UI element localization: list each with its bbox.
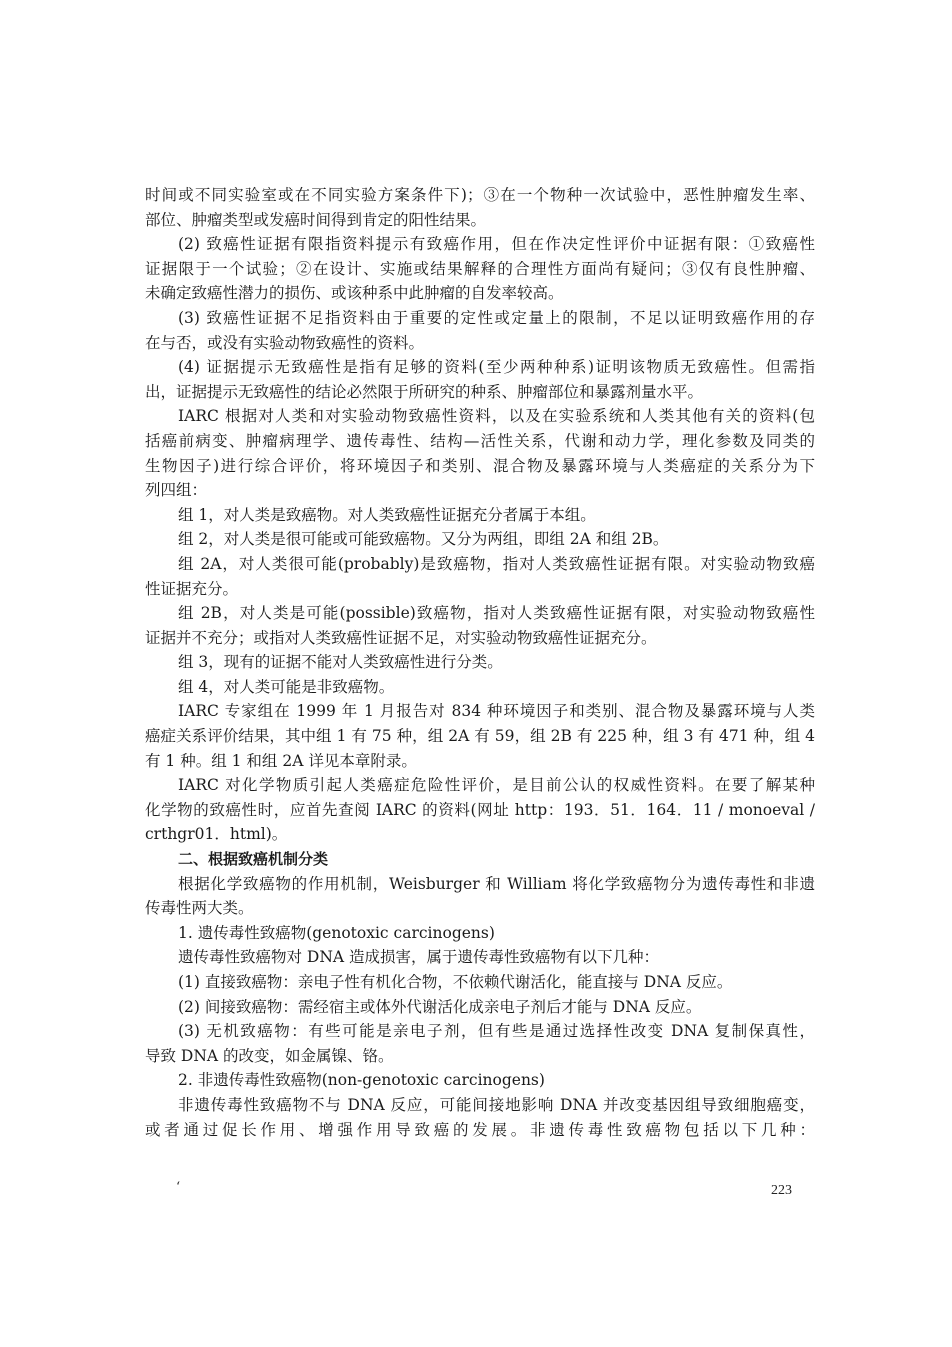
text-line: 根据化学致癌物的作用机制，Weisburger 和 William 将化学致癌物分为遗传毒性和非遗 <box>178 874 815 893</box>
text-line: IARC 根据对人类和对实验动物致癌性资料，以及在实验系统和人类其他有关的资料(包 <box>178 407 815 426</box>
text-line: 部位、肿瘤类型或发癌时间得到肯定的阳性结果。 <box>145 210 487 229</box>
text-line: 括癌前病变、肿瘤病理学、遗传毒性、结构—活性关系，代谢和动力学，理化参数及同类的 <box>145 431 815 450</box>
text-line: 遗传毒性致癌物对 DNA 造成损害，属于遗传毒性致癌物有以下几种： <box>178 948 660 967</box>
text-line: (3) 致癌性证据不足指资料由于重要的定性或定量上的限制，不足以证明致癌作用的存 <box>178 308 815 327</box>
text-line: 在与否，或没有实验动物致癌性的资料。 <box>145 333 425 352</box>
text-line: 组 2，对人类是很可能或可能致癌物。又分为两组，即组 2A 和组 2B。 <box>178 530 669 549</box>
stray-mark: ‘ <box>176 1180 181 1195</box>
text-line: crthgr01．html)。 <box>145 825 288 844</box>
text-line: 证据限于一个试验；②在设计、实施或结果解释的合理性方面尚有疑问；③仅有良性肿瘤、 <box>145 259 815 278</box>
text-line: (4) 证据提示无致癌性是指有足够的资料(至少两种种系)证明该物质无致癌性。但需指 <box>178 358 815 377</box>
text-line: 组 4，对人类可能是非致癌物。 <box>178 677 395 696</box>
text-line: 生物因子)进行综合评价，将环境因子和类别、混合物及暴露环境与人类癌症的关系分为下 <box>145 456 815 475</box>
text-line: (1) 直接致癌物：亲电子性有机化合物，不依赖代谢活化，能直接与 DNA 反应。 <box>178 973 733 991</box>
text-line: 组 1，对人类是致癌物。对人类致癌性证据充分者属于本组。 <box>178 505 596 524</box>
text-line: 传毒性两大类。 <box>145 899 254 918</box>
text-line: 导致 DNA 的改变，如金属镍、铬。 <box>145 1046 394 1065</box>
text-line: 出，证据提示无致癌性的结论必然限于所研究的种系、肿瘤部位和暴露剂量水平。 <box>145 382 704 401</box>
page-number: 223 <box>771 1183 792 1198</box>
text-line: 癌症关系评价结果，其中组 1 有 75 种，组 2A 有 59，组 2B 有 225 种，组 3 有 471 种，组 4 <box>145 727 815 746</box>
document-body <box>145 183 815 1142</box>
text-line: 未确定致癌性潜力的损伤、或该种系中此肿瘤的自发率较高。 <box>145 284 564 303</box>
text-line: 非遗传毒性致癌物不与 DNA 反应，可能间接地影响 DNA 并改变基因组导致细胞癌变， <box>178 1095 815 1114</box>
text-line: IARC 对化学物质引起人类癌症危险性评价，是目前公认的权威性资料。在要了解某种 <box>178 776 815 795</box>
section-heading: 二、根据致癌机制分类 <box>178 850 329 869</box>
text-line: 时间或不同实验室或在不同实验方案条件下)；③在一个物种一次试验中，恶性肿瘤发生率、 <box>145 186 815 204</box>
text-line: (2) 致癌性证据有限指资料提示有致癌作用，但在作决定性评价中证据有限：①致癌性 <box>178 235 815 254</box>
text-line: 化学物的致癌性时，应首先查阅 IARC 的资料(网址 http：193．51．164．11 / monoeval / <box>145 800 815 819</box>
text-line: (3) 无机致癌物：有些可能是亲电子剂，但有些是通过选择性改变 DNA 复制保真性， <box>178 1022 815 1041</box>
text-line: 性证据充分。 <box>145 579 239 598</box>
subsection-heading: 1. 遗传毒性致癌物(genotoxic carcinogens) <box>178 923 495 942</box>
text-line: IARC 专家组在 1999 年 1 月报告对 834 种环境因子和类别、混合物及暴露环境与人类 <box>178 702 815 721</box>
text-line: 组 2A，对人类很可能(probably)是致癌物，指对人类致癌性证据有限。对实验动物致癌 <box>178 554 815 573</box>
subsection-heading: 2. 非遗传毒性致癌物(non-genotoxic carcinogens) <box>178 1071 545 1090</box>
text-line: (2) 间接致癌物：需经宿主或体外代谢活化成亲电子剂后才能与 DNA 反应。 <box>178 997 702 1016</box>
text-line: 有 1 种。组 1 和组 2A 详见本章附录。 <box>145 751 417 770</box>
text-line: 列四组： <box>145 481 208 500</box>
text-line: 组 3，现有的证据不能对人类致癌性进行分类。 <box>178 653 503 672</box>
text-line: 或者通过促长作用、增强作用导致癌的发展。非遗传毒性致癌物包括以下几种： <box>145 1120 815 1139</box>
text-line: 组 2B，对人类是可能(possible)致癌物，指对人类致癌性证据有限，对实验动物致癌性 <box>178 604 815 623</box>
text-line: 证据并不充分；或指对人类致癌性证据不足，对实验动物致癌性证据充分。 <box>145 628 657 647</box>
